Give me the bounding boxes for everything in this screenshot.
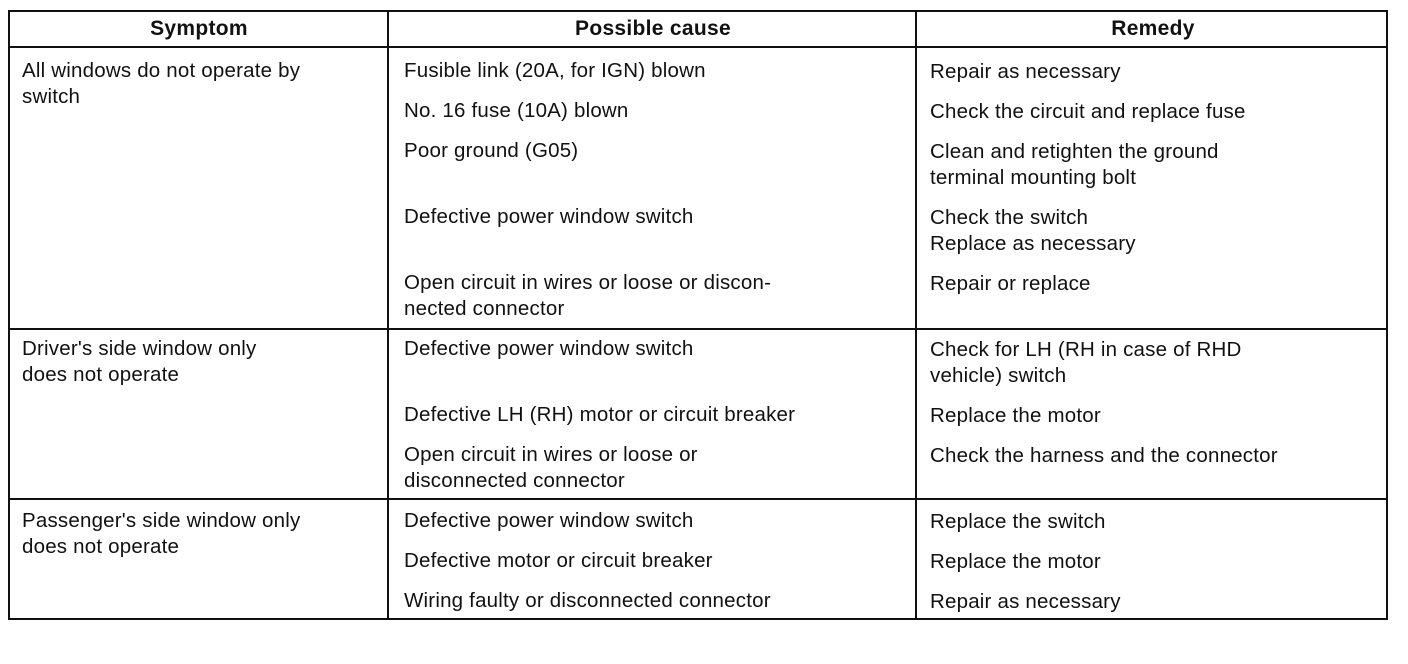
cause-cell: Open circuit in wires or loose or disconnected connector	[404, 443, 698, 492]
column-divider-2	[915, 12, 917, 618]
cause-cell: No. 16 fuse (10A) blown	[404, 99, 629, 122]
table-header	[10, 12, 1386, 48]
cause-cell: Defective motor or circuit breaker	[404, 549, 713, 572]
remedy-cell: Check the circuit and replace fuse	[930, 100, 1246, 123]
cause-cell: Defective LH (RH) motor or circuit breaker	[404, 403, 796, 426]
header-symptom: Symptom	[150, 17, 248, 40]
remedy-cell: Replace the motor	[930, 550, 1101, 573]
remedy-cell: Repair as necessary	[930, 60, 1121, 83]
symptom-cell: Driver's side window only does not operate	[22, 337, 257, 386]
remedy-cell: Repair or replace	[930, 272, 1091, 295]
header-possible-cause: Possible cause	[575, 17, 731, 40]
cause-cell: Open circuit in wires or loose or discon- nected connector	[404, 271, 772, 320]
remedy-cell: Repair as necessary	[930, 590, 1121, 613]
remedy-cell: Replace the switch	[930, 510, 1106, 533]
remedy-cell: Check the switch Replace as necessary	[930, 206, 1136, 255]
symptom-cell: Passenger's side window only does not operate	[22, 509, 301, 558]
cause-cell: Poor ground (G05)	[404, 139, 579, 162]
cause-cell: Wiring faulty or disconnected connector	[404, 589, 771, 612]
cause-cell: Fusible link (20A, for IGN) blown	[404, 59, 706, 82]
header-remedy: Remedy	[1111, 17, 1195, 40]
remedy-cell: Check for LH (RH in case of RHD vehicle) switch	[930, 338, 1242, 387]
troubleshooting-table	[8, 10, 1388, 620]
cause-cell: Defective power window switch	[404, 337, 694, 360]
cause-cell: Defective power window switch	[404, 509, 694, 532]
remedy-cell: Replace the motor	[930, 404, 1101, 427]
symptom-cell: All windows do not operate by switch	[22, 59, 301, 108]
cause-cell: Defective power window switch	[404, 205, 694, 228]
column-divider-1	[387, 12, 389, 618]
group-divider-2	[10, 498, 1386, 500]
group-divider-1	[10, 328, 1386, 330]
remedy-cell: Check the harness and the connector	[930, 444, 1278, 467]
remedy-cell: Clean and retighten the ground terminal mounting bolt	[930, 140, 1219, 189]
